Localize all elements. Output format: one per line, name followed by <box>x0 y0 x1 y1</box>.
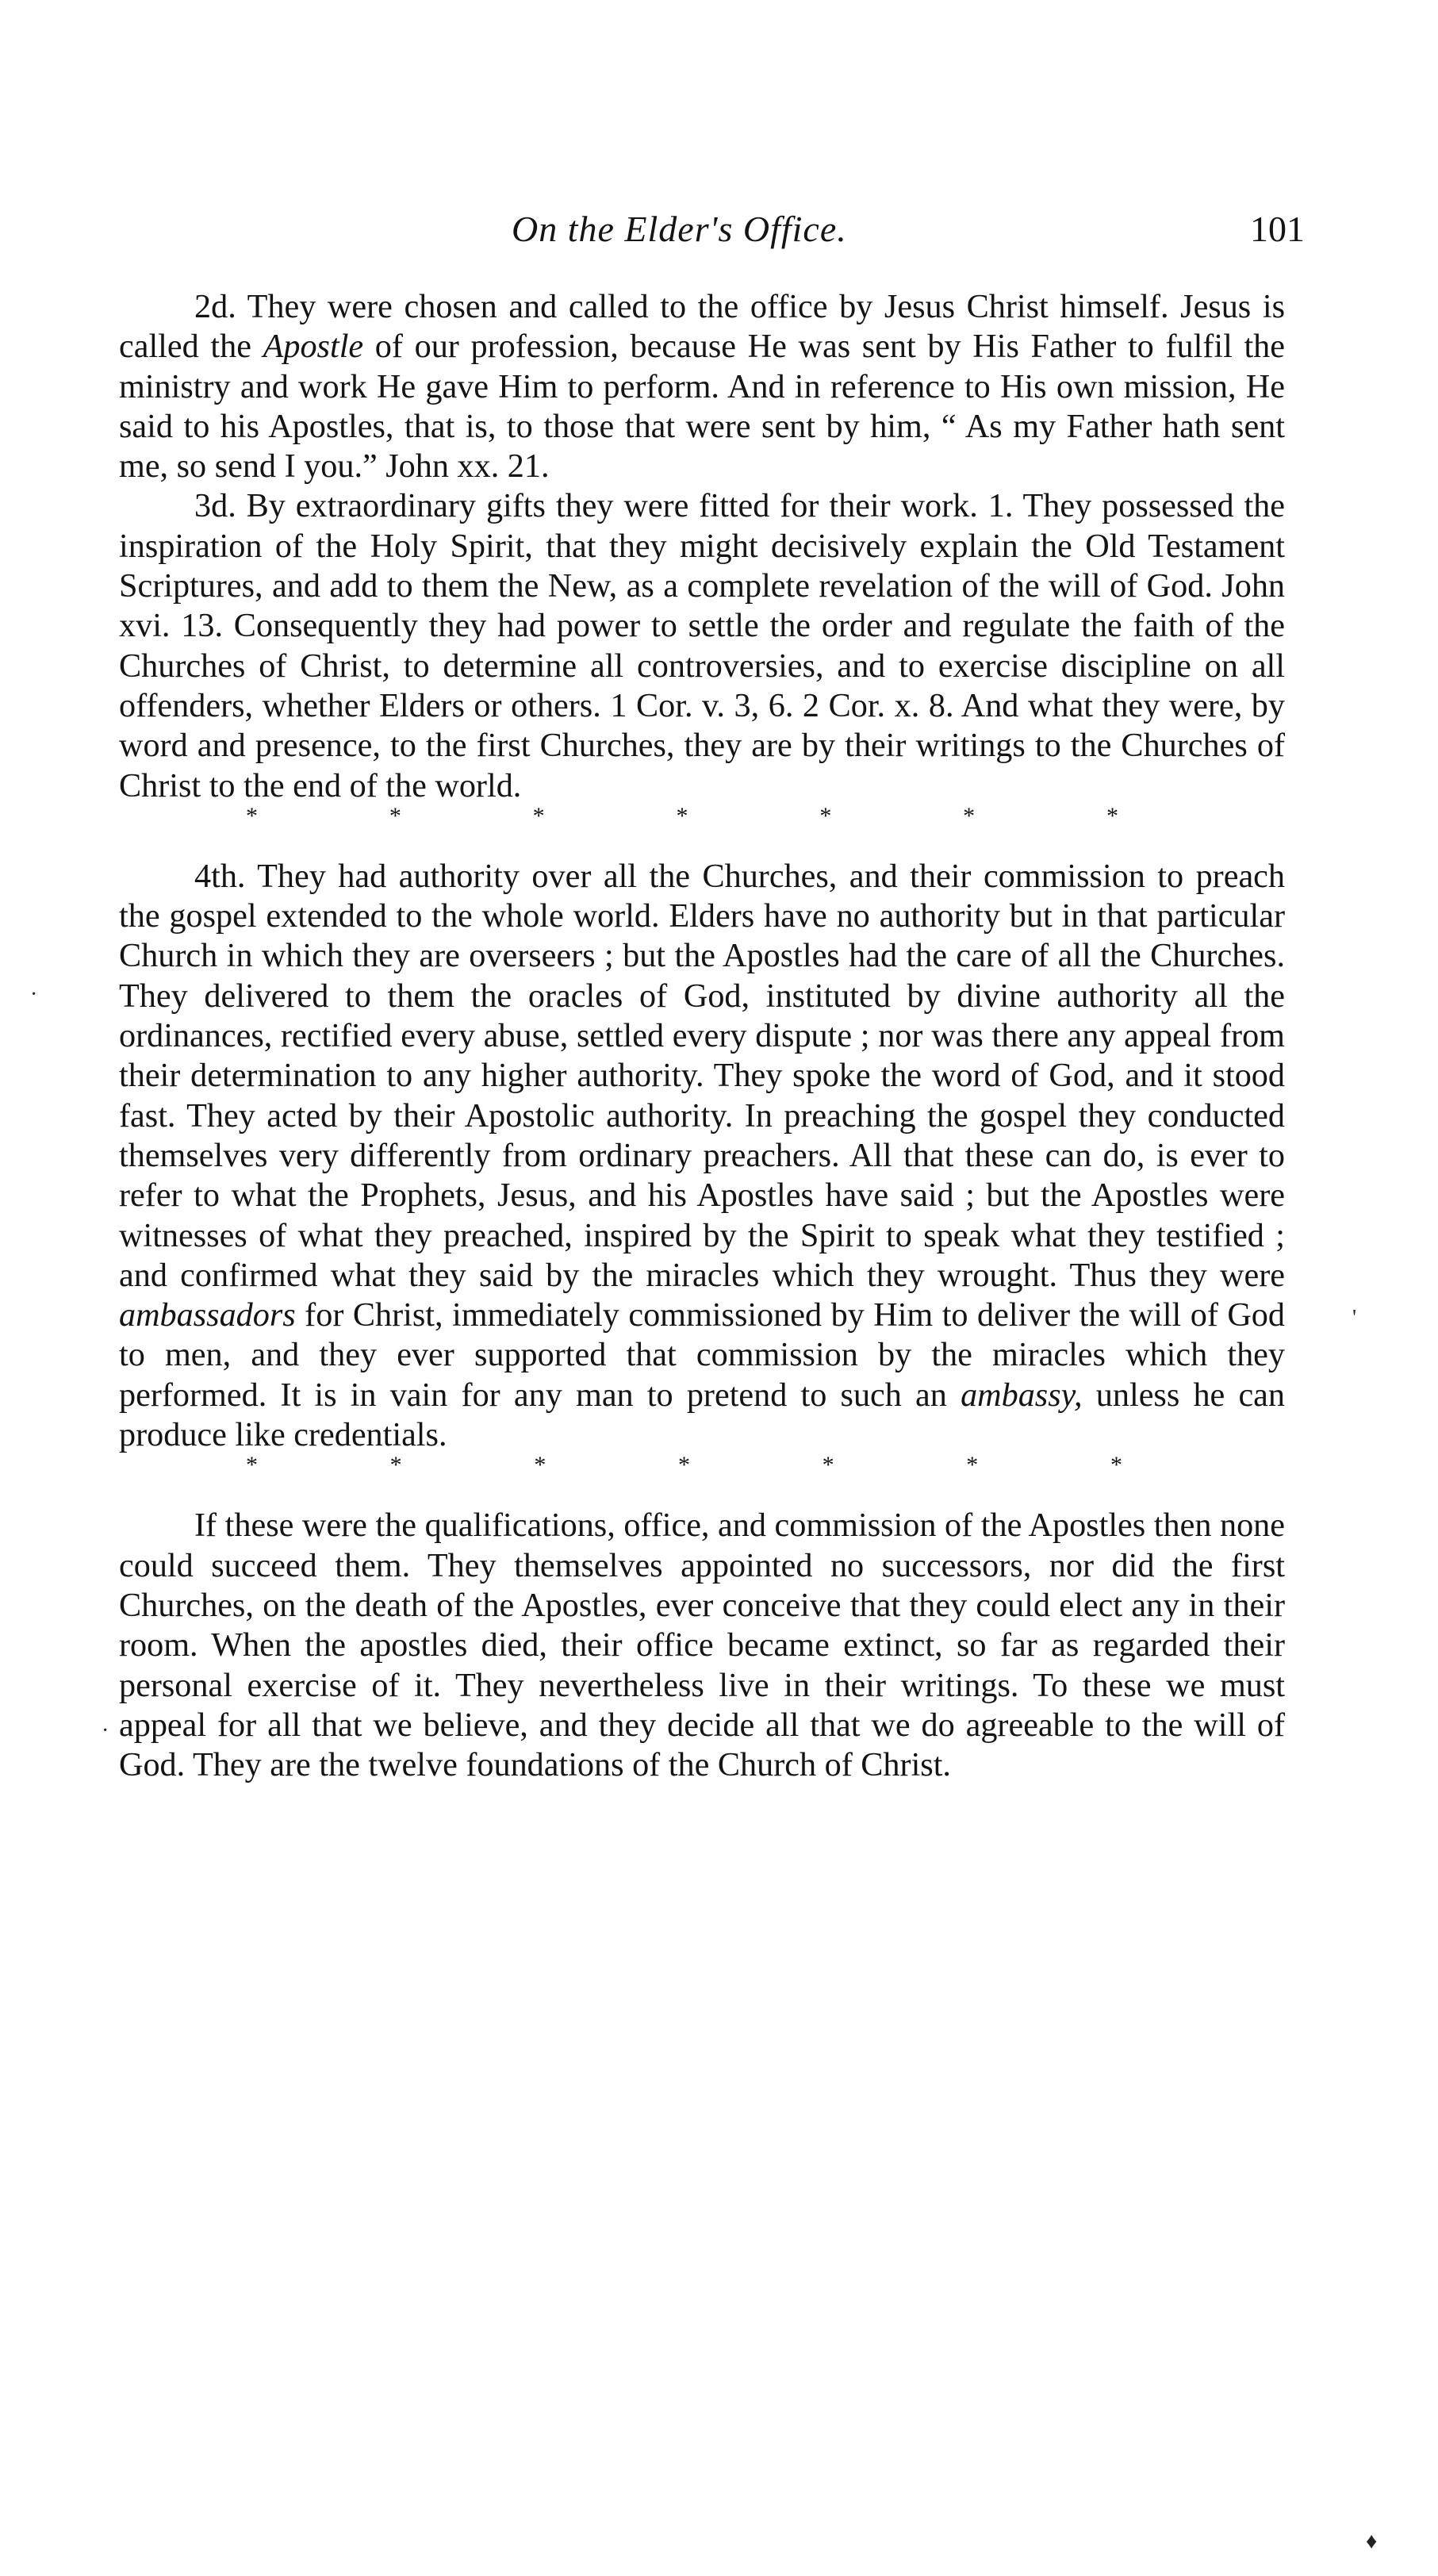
stray-mark: ♦ <box>1366 2529 1378 2554</box>
asterisk: * <box>532 802 545 829</box>
stray-mark: ' <box>1352 1306 1357 1330</box>
page-header <box>242 208 1305 271</box>
asterisk: * <box>389 802 401 829</box>
asterisk: * <box>676 802 688 829</box>
paragraph-fourth-point <box>119 857 1285 1455</box>
stray-mark: · <box>30 982 38 1007</box>
paragraph-text: 4th. They had authority over all the Churches, and their commission to preach the gospel extended to the whole world. Elders have no authority but in that particular Church in which they are overseers ; but the Apostles had the care of all the Churches. They delivered to them the oracles of God, instituted by divine authority all the ordinances, rectified every abuse, settled every dispute ; nor was there any appeal from their determination to any higher authority. They spoke the word of God, and it stood fast. They acted by their Apostolic authority. In preaching the gospel they conducted themselves very differently from ordinary preachers. All that these can do, is ever to refer to what the Prophets, Jesus, and his Apostles have said ; but the Apostles were witnesses of what they preached, inspired by the Spirit to speak what they testified ; and confirmed what they said by the miracles which they wrought. Thus they were <box>119 857 1285 1294</box>
page-number: 101 <box>1250 209 1305 249</box>
paragraph-text: unless he can produce like credentials. <box>119 1376 1285 1454</box>
paragraph-text: of our profession, because He was sent by His Father to fulfil the ministry and work He gave Him to perform. And in reference to His own mission, He said to his Apostles, that is, to those that were sent by him, “ As my Father hath sent me, so send I you.” John xx. 21. <box>119 328 1285 486</box>
italic-term: Apostle <box>263 328 364 366</box>
asterisk: * <box>966 1452 979 1479</box>
asterisk: * <box>1106 802 1118 829</box>
body-text <box>119 287 1285 1785</box>
asterisk: * <box>1110 1452 1122 1479</box>
stray-mark: · <box>102 1718 109 1743</box>
paragraph-text: for Christ, immediately commissioned by Him to deliver the will of God to men, and they ever supported that commission by the miracles which they performed. It is in vain for any man to pretend to such an <box>119 1296 1285 1414</box>
asterisk: * <box>963 802 976 829</box>
asterisk: * <box>534 1452 546 1479</box>
running-head: On the Elder's Office. <box>512 209 847 249</box>
asterisk: * <box>389 1452 402 1479</box>
asterisk-divider <box>119 1452 1285 1479</box>
paragraph-conclusion: If these were the qualifications, office, and commission of the Apostles then none could succeed them. They themselves appointed no successors, nor did the first Churches, on the death of the Apostles, ever conceive that they could elect any in their room. When the apostles died, their office became extinct, so far as regarded their personal exercise of it. They nevertheless live in their writings. To these we must appeal for all that we believe, and they decide all that we do agreeable to the will of God. They are the twelve foundations of the Church of Christ. <box>119 1507 1285 1784</box>
paragraph-second-point <box>119 287 1285 486</box>
paragraph-text: 2d. They were chosen and called to the office by Jesus Christ himself. Jesus is called the <box>119 288 1285 366</box>
asterisk-divider <box>119 802 1285 829</box>
asterisk: * <box>677 1452 690 1479</box>
asterisk: * <box>246 802 258 829</box>
asterisk: * <box>246 1452 258 1479</box>
paragraph-third-point: 3d. By extraordinary gifts they were fitted for their work. 1. They possessed the inspiration of the Holy Spirit, that they might decisively explain the Old Testament Scriptures, and add to them the New, as a complete revelation of the will of God. John xvi. 13. Consequently they had power to settle the order and regulate the faith of the Churches of Christ, to determine all controversies, and to exercise discipline on all offenders, whether Elders or others. 1 Cor. v. 3, 6. 2 Cor. x. 8. And what they were, by word and presence, to the first Churches, they are by their writings to the Churches of Christ to the end of the world. <box>119 487 1285 804</box>
asterisk: * <box>822 1452 834 1479</box>
italic-term: ambassadors <box>119 1296 296 1334</box>
italic-term: ambassy, <box>961 1376 1083 1414</box>
asterisk: * <box>819 802 832 829</box>
